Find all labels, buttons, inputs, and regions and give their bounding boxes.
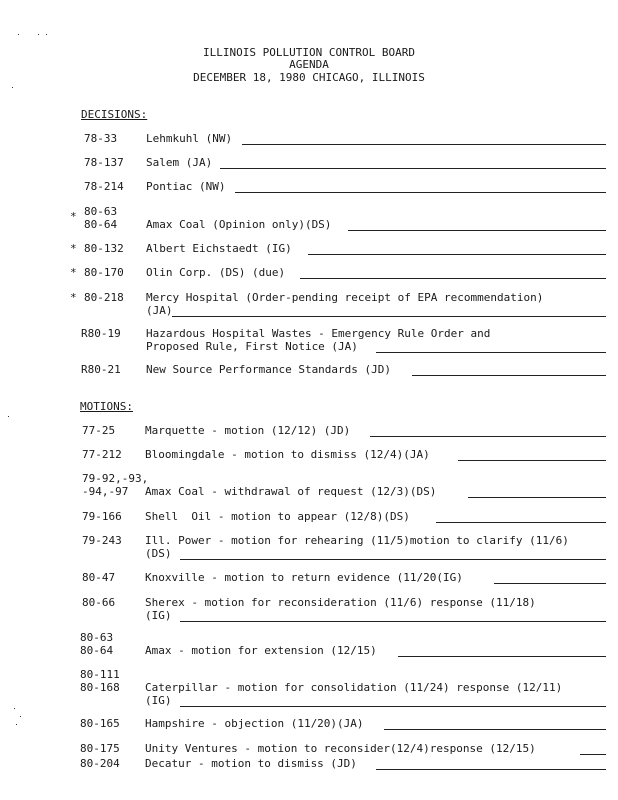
asterisk-mark: * bbox=[70, 210, 77, 223]
decision-number: R80-19 bbox=[81, 327, 121, 340]
motion-number: 80-66 bbox=[82, 596, 116, 609]
scan-speck bbox=[12, 87, 13, 88]
motion-number: 80-204 bbox=[80, 757, 120, 770]
asterisk-mark: * bbox=[70, 242, 77, 255]
motion-description: Knoxville - motion to return evidence (11/20(IG) bbox=[145, 571, 463, 584]
entry-rule bbox=[376, 352, 606, 353]
motion-number: 79-166 bbox=[82, 510, 122, 523]
entry-rule bbox=[468, 497, 606, 498]
motion-number: 80-111 80-168 bbox=[80, 668, 120, 694]
decision-number: 78-33 bbox=[84, 132, 118, 145]
scan-speck bbox=[38, 34, 39, 35]
decision-number: 78-137 bbox=[84, 156, 124, 169]
entry-rule bbox=[220, 168, 606, 169]
entry-rule bbox=[300, 278, 606, 279]
motion-number: 80-63 80-64 bbox=[80, 631, 114, 657]
scan-speck bbox=[46, 34, 47, 35]
scan-speck bbox=[8, 416, 9, 417]
motion-description: Amax Coal - withdrawal of request (12/3)(DS) bbox=[145, 485, 437, 498]
motions-heading: MOTIONS: bbox=[80, 400, 133, 413]
scan-speck bbox=[18, 34, 19, 35]
agenda-org: ILLINOIS POLLUTION CONTROL BOARD bbox=[203, 46, 415, 59]
entry-rule bbox=[580, 754, 606, 755]
motion-description: Ill. Power - motion for rehearing (11/5)motion to clarify (11/6) (DS) bbox=[145, 534, 569, 560]
motion-number: 80-165 bbox=[80, 717, 120, 730]
scan-speck bbox=[16, 724, 17, 725]
entry-rule bbox=[384, 729, 606, 730]
scan-speck bbox=[14, 708, 15, 709]
entry-rule bbox=[308, 254, 606, 255]
motion-description: Marquette - motion (12/12) (JD) bbox=[145, 424, 351, 437]
motion-number: 80-175 bbox=[80, 742, 120, 755]
decision-description: Pontiac (NW) bbox=[146, 180, 226, 193]
entry-rule bbox=[180, 621, 606, 622]
scan-speck bbox=[20, 716, 21, 717]
asterisk-mark: * bbox=[70, 291, 77, 304]
entry-rule bbox=[370, 436, 606, 437]
motion-description: Hampshire - objection (11/20)(JA) bbox=[145, 717, 364, 730]
entry-rule bbox=[172, 316, 606, 317]
decisions-heading: DECISIONS: bbox=[81, 108, 148, 121]
decision-number: 80-218 bbox=[84, 291, 124, 304]
motion-number: 77-25 bbox=[82, 424, 116, 437]
decision-description: Olin Corp. (DS) (due) bbox=[146, 266, 286, 279]
entry-rule bbox=[436, 522, 606, 523]
decision-number: 80-170 bbox=[84, 266, 124, 279]
entry-rule bbox=[398, 656, 606, 657]
decision-description: Mercy Hospital (Order-pending receipt of EPA recommendation) (JA) bbox=[146, 291, 544, 317]
decision-description: Albert Eichstaedt (IG) bbox=[146, 242, 292, 255]
motion-description: Caterpillar - motion for consolidation (11/24) response (12/11) (IG) bbox=[145, 681, 563, 707]
entry-rule bbox=[348, 230, 606, 231]
motion-description: Sherex - motion for reconsideration (11/6) response (11/18) (IG) bbox=[145, 596, 536, 622]
entry-rule bbox=[494, 583, 606, 584]
asterisk-mark: * bbox=[70, 266, 77, 279]
decision-description: Salem (JA) bbox=[146, 156, 213, 169]
motion-description: Decatur - motion to dismiss (JD) bbox=[145, 757, 357, 770]
entry-rule bbox=[376, 769, 606, 770]
decision-description: Lehmkuhl (NW) bbox=[146, 132, 233, 145]
motion-number: 79-243 bbox=[82, 534, 122, 547]
decision-description: Hazardous Hospital Wastes - Emergency Rule Order and Proposed Rule, First Notice (JA) bbox=[146, 327, 491, 353]
entry-rule bbox=[458, 460, 606, 461]
decision-description: New Source Performance Standards (JD) bbox=[146, 363, 392, 376]
motion-description: Bloomingdale - motion to dismiss (12/4)(JA) bbox=[145, 448, 430, 461]
agenda-date-place: DECEMBER 18, 1980 CHICAGO, ILLINOIS bbox=[193, 71, 425, 84]
agenda-title: AGENDA bbox=[289, 58, 329, 71]
decision-number: 78-214 bbox=[84, 180, 124, 193]
decision-description: Amax Coal (Opinion only)(DS) bbox=[146, 218, 332, 231]
motion-description: Amax - motion for extension (12/15) bbox=[145, 644, 377, 657]
motion-description: Shell Oil - motion to appear (12/8)(DS) bbox=[145, 510, 410, 523]
motion-description: Unity Ventures - motion to reconsider(12/4)response (12/15) bbox=[145, 742, 536, 755]
entry-rule bbox=[242, 144, 606, 145]
entry-rule bbox=[180, 706, 606, 707]
entry-rule bbox=[235, 192, 606, 193]
motion-number: 79-92,-93, -94,-97 bbox=[82, 472, 149, 498]
decision-number: 80-63 80-64 bbox=[84, 205, 118, 231]
decision-number: R80-21 bbox=[81, 363, 121, 376]
entry-rule bbox=[412, 375, 606, 376]
decision-number: 80-132 bbox=[84, 242, 124, 255]
entry-rule bbox=[180, 559, 606, 560]
motion-number: 80-47 bbox=[82, 571, 116, 584]
motion-number: 77-212 bbox=[82, 448, 122, 461]
